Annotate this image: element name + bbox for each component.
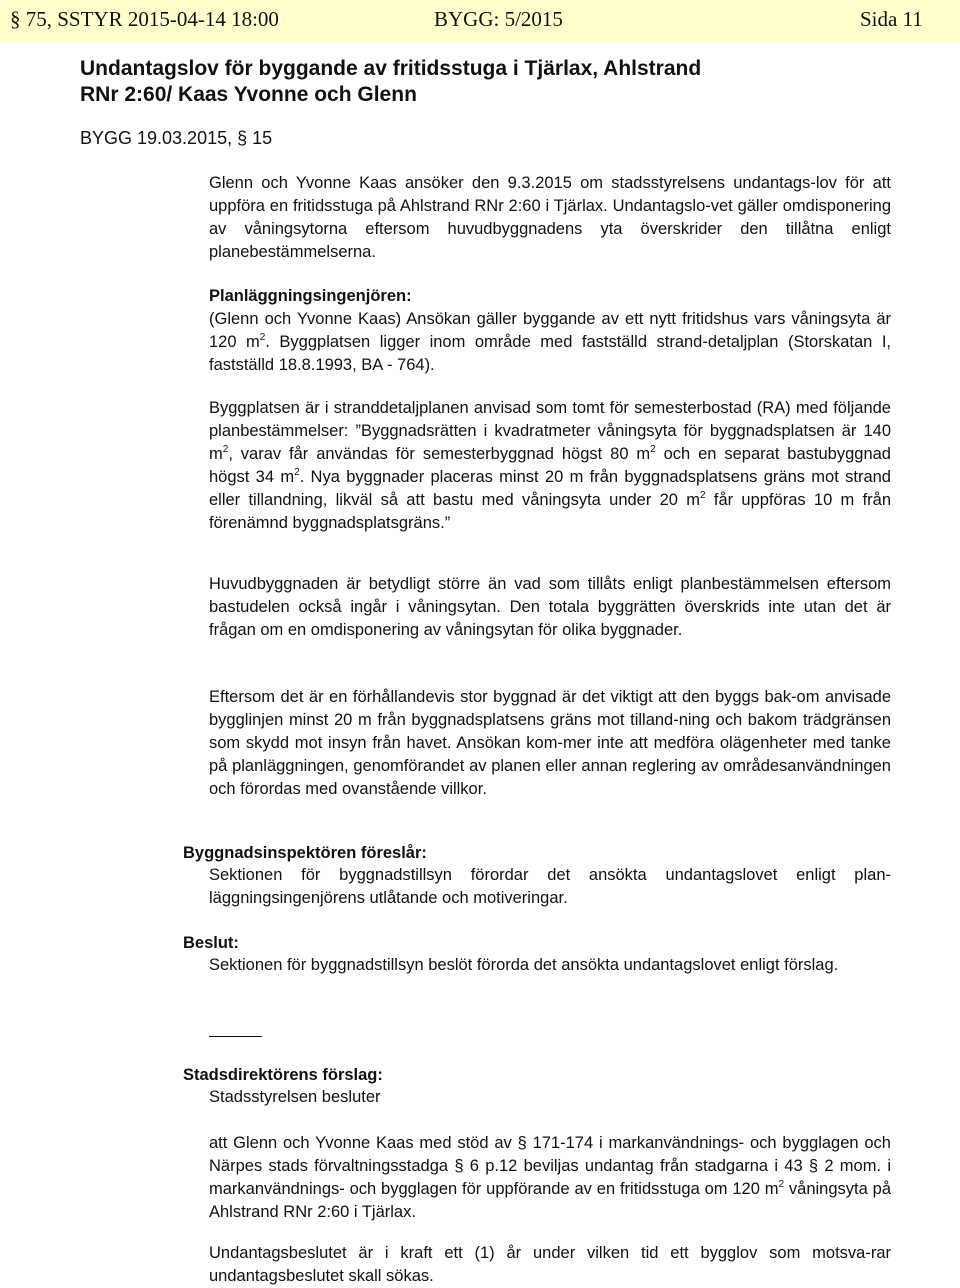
inspector-label: Byggnadsinspektören föreslår: <box>183 844 427 862</box>
decision-label: Beslut: <box>183 934 239 952</box>
director-intro: Stadsstyrelsen besluter <box>209 1088 381 1106</box>
director-label: Stadsdirektörens förslag: <box>183 1066 383 1084</box>
decision-text: Sektionen för byggnadstillsyn beslöt förorda det ansökta undantagslovet enligt förslag. <box>209 956 839 974</box>
title-line-1: Undantagslov för byggande av fritidsstuga i Tjärlax, Ahlstrand <box>80 57 702 80</box>
meeting-reference: § 75, SSTYR 2015-04-14 18:00 <box>10 7 279 31</box>
page-number: Sida 11 <box>860 7 923 31</box>
plan-regulation-paragraph: Byggplatsen är i stranddetaljplanen anvisad som tomt för semesterbostad (RA) med följande planbestämmelser: ”Byggnadsrätten i kvadratmeter våningsyta för byggnadsplatsen är 140 $m^2$, varav får användas för semesterbyggnad högst 80 $m^2$ och en separat bastubyggnad högst 34 $m^2$. Nya byggnader placeras minst 20 m från byggnadsplatsens gräns mot strand eller tillandning, likväl så att bastu med våningsyta under 20 $m^2$ får uppföras 10 m från förenämnd byggnadsplatsgräns.” <box>209 399 892 532</box>
title-line-2: RNr 2:60/ Kaas Yvonne och Glenn <box>80 83 417 106</box>
validity-paragraph: Undantagsbeslutet är i kraft ett (1) år under vilken tid ett bygglov som motsva-rar undantagsbeslutet skall sökas. <box>209 1244 891 1285</box>
main-building-paragraph: Huvudbyggnaden är betydligt större än vad som tillåts enligt planbestämmelsen eftersom bastudelen också ingår i våningsytan. Den totala byggrätten överskrids inte utan det är frågan om en omdisponering av våningsytan för olika byggnader. <box>209 575 891 639</box>
document-title <box>80 56 900 108</box>
planner-statement: Planläggningsingenjören: (Glenn och Yvonne Kaas) Ansökan gäller byggande av ett nytt fritidshus vars våningsyta är 120 $m^2$. Byggplatsen ligger inom område med fastställd strand-detaljplan (Storskatan I, fastställd 18.8.1993, BA - 764). <box>209 287 892 374</box>
separator-rule <box>209 1036 262 1037</box>
planner-label: Planläggningsingenjören: <box>209 287 412 305</box>
application-paragraph: Glenn och Yvonne Kaas ansöker den 9.3.2015 om stadsstyrelsens undantags-lov för att uppföra en fritidsstuga på Ahlstrand RNr 2:60 i Tjärlax. Undantagslo-vet gäller omdisponering av våningsytorna eftersom huvudbyggnadens yta överskrider den tillåtna enligt planebestämmelserna. <box>209 174 891 261</box>
director-proposal: att Glenn och Yvonne Kaas med stöd av § 171-174 i markanvändnings- och bygglagen och Närpes stads förvaltningsstadga § 6 p.12 beviljas undantag från stadgarna i 43 § 2 mom. i markanvändnings- och bygglagen för uppförande av en fritidsstuga om 120 $m^2$ våningsyta på Ahlstrand RNr 2:60 i Tjärlax. <box>209 1134 891 1221</box>
case-number: BYGG: 5/2015 <box>434 7 563 31</box>
placement-paragraph: Eftersom det är en förhållandevis stor byggnad är det viktigt att den byggs bak-om anvisade bygglinjen minst 20 m från byggnadsplatsens gräns mot tilland-ning och bakom trädgränsen som skydd mot insyn från havet. Ansökan kom-mer inte att medföra olägenheter med tanke på planläggningen, genomförandet av planen eller annan reglering av områdesanvändningen och förordas med ovanstående villkor. <box>209 688 891 798</box>
case-reference: BYGG 19.03.2015, § 15 <box>80 128 273 148</box>
document-header <box>0 0 960 42</box>
inspector-text: Sektionen för byggnadstillsyn förordar det ansökta undantagslovet enligt plan-läggningsingenjörens utlåtande och motiveringar. <box>209 866 891 907</box>
